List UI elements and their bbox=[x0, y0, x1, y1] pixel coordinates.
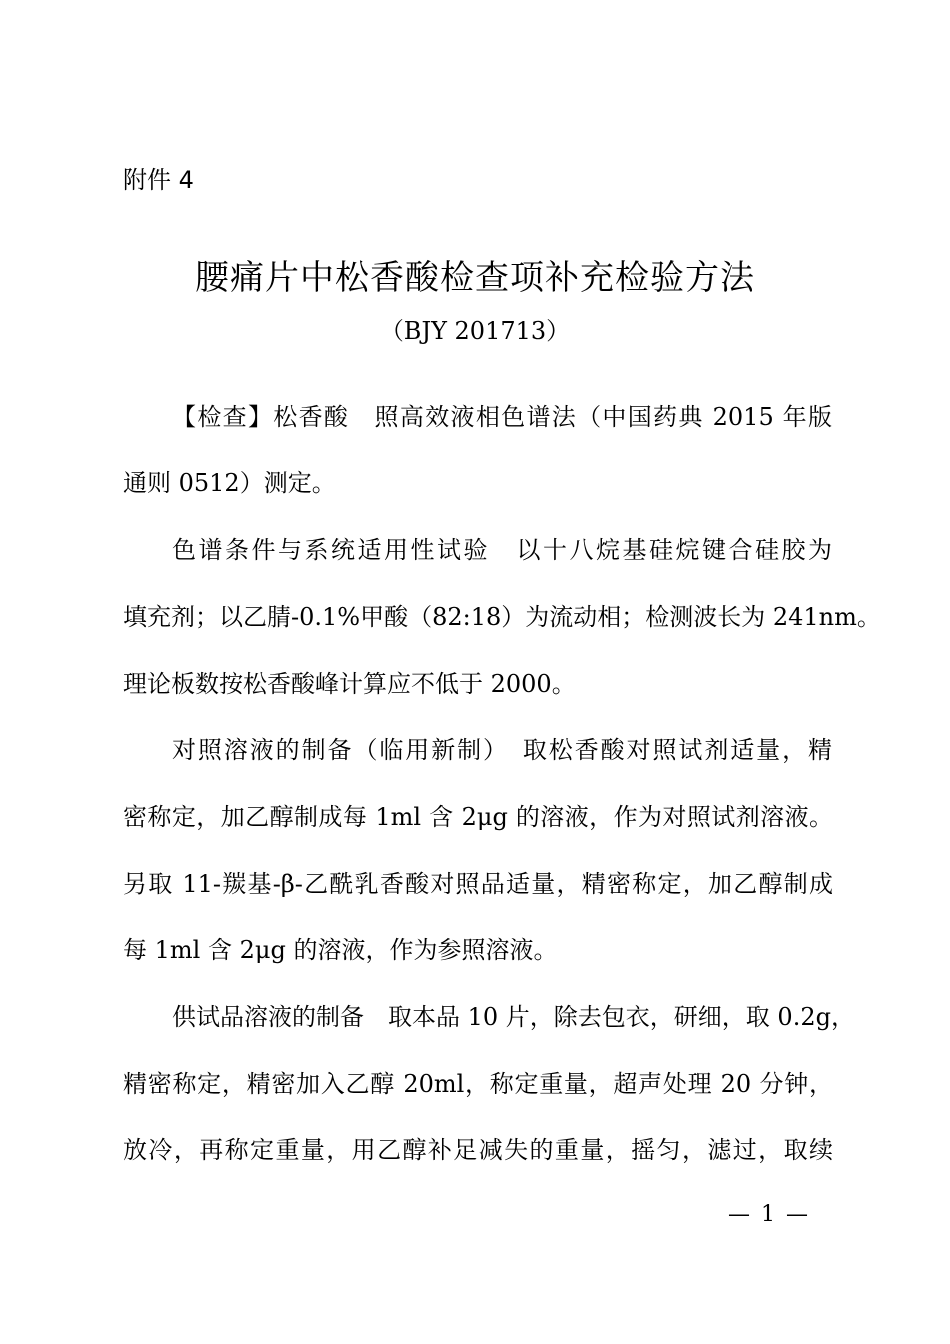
body-line: 另取 11-羰基-β-乙酰乳香酸对照品适量，精密称定，加乙醇制成 bbox=[123, 870, 833, 898]
body-line: 放冷，再称定重量，用乙醇补足减失的重量，摇匀，滤过，取续 bbox=[123, 1136, 833, 1164]
attachment-label: 附件 4 bbox=[123, 166, 194, 194]
document-code: （BJY 201713） bbox=[379, 317, 571, 345]
body-line: 【检查】松香酸 照高效液相色谱法（中国药典 2015 年版 bbox=[172, 403, 832, 431]
body-line: 密称定，加乙醇制成每 1ml 含 2μg 的溶液，作为对照试剂溶液。 bbox=[123, 803, 833, 831]
body-line: 色谱条件与系统适用性试验 以十八烷基硅烷键合硅胶为 bbox=[172, 536, 832, 564]
body-line: 对照溶液的制备（临用新制） 取松香酸对照试剂适量，精 bbox=[172, 736, 832, 764]
document-title: 腰痛片中松香酸检查项补充检验方法 bbox=[195, 258, 755, 298]
body-line: 理论板数按松香酸峰计算应不低于 2000。 bbox=[123, 670, 576, 698]
body-line: 供试品溶液的制备 取本品 10 片，除去包衣，研细，取 0.2g， bbox=[172, 1003, 855, 1031]
body-line: 通则 0512）测定。 bbox=[123, 469, 336, 497]
page-number: — 1 — bbox=[728, 1202, 810, 1227]
body-line: 填充剂；以乙腈-0.1%甲酸（82:18）为流动相；检测波长为 241nm。 bbox=[123, 603, 881, 631]
body-line: 每 1ml 含 2μg 的溶液，作为参照溶液。 bbox=[123, 936, 558, 964]
body-line: 精密称定，精密加入乙醇 20ml，称定重量，超声处理 20 分钟， bbox=[123, 1070, 833, 1098]
